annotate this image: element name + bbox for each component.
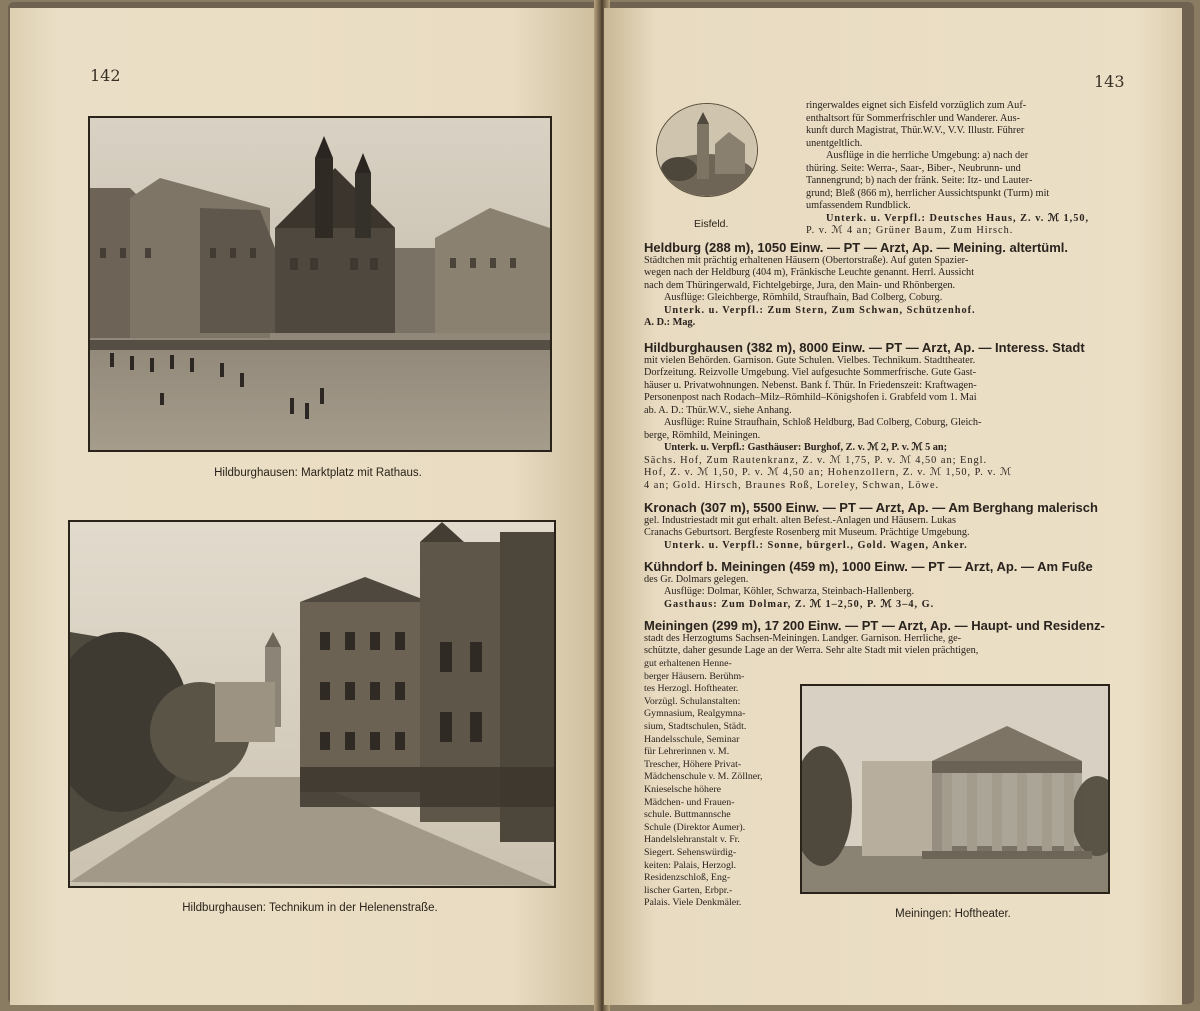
heldburg-line: Städtchen mit prächtig erhaltenen Häusern (Obertorstraße). Auf guten Spazier- bbox=[644, 254, 969, 266]
caption-marktplatz: Hildburghausen: Marktplatz mit Rathaus. bbox=[214, 467, 422, 479]
meiningen-column-line: Residenzschloß, Eng- bbox=[644, 872, 731, 884]
meiningen-column-line: lischer Garten, Erbpr.- bbox=[644, 884, 733, 896]
meiningen-column-line: Gymnasium, Realgymna- bbox=[644, 708, 746, 720]
caption-technikum: Hildburghausen: Technikum in der Helenenstraße. bbox=[182, 902, 438, 914]
hildburghausen-line: mit vielen Behörden. Garnison. Gute Schulen. Vielbes. Technikum. Stadttheater. bbox=[644, 354, 976, 366]
meiningen-line: stadt des Herzogtums Sachsen-Meiningen. Landger. Garnison. Herrliche, ge- bbox=[644, 632, 962, 644]
meiningen-column-line: Knieselsche höhere bbox=[644, 783, 722, 795]
meiningen-column-line: für Lehrerinnen v. M. bbox=[644, 746, 730, 758]
meiningen-column-line: sium, Stadtschulen, Städt. bbox=[644, 720, 747, 732]
hildburghausen-line: Ausflüge: Ruine Straufhain, Schloß Heldburg, Bad Colberg, Coburg, Gleich- bbox=[664, 417, 982, 428]
right-page bbox=[604, 8, 1182, 1005]
eisfeld-line: unentgeltlich. bbox=[806, 137, 863, 149]
kuehndorf-line: Ausflüge: Dolmar, Köhler, Schwarza, Steinbach-Hallenberg. bbox=[664, 586, 915, 597]
hildburghausen-line: 4 an; Gold. Hirsch, Braunes Roß, Loreley, Schwan, Löwe. bbox=[644, 479, 940, 491]
meiningen-column-line: Trescher, Höhere Privat- bbox=[644, 758, 742, 770]
eisfeld-image bbox=[657, 104, 757, 196]
meiningen-column-line: tes Herzogl. Hoftheater. bbox=[644, 683, 739, 695]
hildburghausen-line: Hof, Z. v. ℳ 1,50, P. v. ℳ 4,50 an; Hohenzollern, Z. v. ℳ 1,50, P. v. ℳ bbox=[644, 467, 1013, 478]
meiningen-column bbox=[644, 658, 792, 910]
photo-hoftheater bbox=[800, 684, 1110, 894]
hildburghausen-line: berge, Römhild, Meiningen. bbox=[644, 429, 761, 441]
eisfeld-line: P. v. ℳ 4 an; Grüner Baum, Zum Hirsch. bbox=[806, 225, 1014, 236]
hildburghausen-entry bbox=[644, 342, 1156, 492]
eisfeld-line: kunft durch Magistrat, Thür.W.V., V.V. Illustr. Führer bbox=[806, 125, 1025, 136]
page-number-right: 143 bbox=[1094, 72, 1125, 91]
eisfeld-line: Tannengrund; b) nach der fränk. Seite: Itz- und Lauter- bbox=[806, 175, 1033, 186]
meiningen-column-line: Siegert. Sehenswürdig- bbox=[644, 846, 737, 858]
eisfeld-line: Ausflüge in die herrliche Umgebung: a) nach der bbox=[826, 150, 1029, 161]
marktplatz-image bbox=[90, 118, 550, 450]
heldburg-line: nach dem Thüringerwald, Fichtelgebirge, Jura, den Main- und Rhönbergen. bbox=[644, 279, 956, 291]
heldburg-line: Ausflüge: Gleichberge, Römhild, Straufhain, Bad Colberg, Coburg. bbox=[664, 292, 943, 303]
meiningen-column-line: gut erhaltenen Henne- bbox=[644, 658, 732, 669]
eisfeld-line: grund; Bleß (866 m), herrlicher Aussichtspunkt (Turm) mit bbox=[806, 187, 1050, 199]
kronach-heading: Kronach (307 m), 5500 Einw. — PT — Arzt, Ap. — Am Berghang malerisch bbox=[644, 502, 1098, 515]
hildburghausen-line: Personenpost nach Rodach–Milz–Römhild–Königshofen i. Grabfeld vom 1. Mai bbox=[644, 392, 977, 403]
kronach-line: Cranachs Geburtsort. Bergfeste Rosenberg mit Museum. Prächtige Umgebung. bbox=[644, 527, 970, 538]
hildburghausen-line: ab. A. D.: Thür.W.V., siehe Anhang. bbox=[644, 404, 792, 416]
heldburg-line: Unterk. u. Verpfl.: Zum Stern, Zum Schwan, Schützenhof. bbox=[664, 304, 976, 316]
technikum-image bbox=[70, 522, 554, 886]
heldburg-line: A. D.: Mag. bbox=[644, 317, 696, 328]
page-number-left: 142 bbox=[90, 66, 121, 85]
heldburg-entry bbox=[644, 242, 1156, 330]
meiningen-column-line: Handelsschule, Seminar bbox=[644, 733, 740, 745]
kronach-line: gel. Industriestadt mit gut erhalt. alten Befest.-Anlagen und Häusern. Lukas bbox=[644, 514, 956, 526]
eisfeld-line: ringerwaldes eignet sich Eisfeld vorzüglich zum Auf- bbox=[806, 100, 1027, 111]
photo-marktplatz bbox=[88, 116, 552, 452]
eisfeld-line: umfassendem Rundblick. bbox=[806, 200, 911, 211]
photo-technikum bbox=[68, 520, 556, 888]
meiningen-column-line: berger Häusern. Berühm- bbox=[644, 670, 745, 682]
eisfeld-text bbox=[806, 100, 1158, 238]
meiningen-column-line: schule. Buttmannsche bbox=[644, 809, 731, 821]
meiningen-column-line: Mädchenschule v. M. Zöllner, bbox=[644, 771, 763, 783]
caption-hoftheater: Meiningen: Hoftheater. bbox=[895, 908, 1011, 920]
meiningen-column-line: Mädchen- und Frauen- bbox=[644, 796, 735, 808]
kronach-line: Unterk. u. Verpfl.: Sonne, bürgerl., Gold. Wagen, Anker. bbox=[664, 539, 968, 551]
hildburghausen-line: häuser u. Privatwohnungen. Nebenst. Bank f. Thür. In Friedenszeit: Kraftwagen- bbox=[644, 379, 977, 391]
caption-eisfeld: Eisfeld. bbox=[694, 218, 729, 230]
hildburghausen-line: Unterk. u. Verpfl.: Gasthäuser: Burghof, Z. v. ℳ 2, P. v. ℳ 5 an; bbox=[664, 442, 948, 453]
meiningen-column-line: Vorzügl. Schulanstalten: bbox=[644, 695, 741, 707]
meiningen-column-line: Palais. Viele Denkmäler. bbox=[644, 897, 742, 909]
heldburg-heading: Heldburg (288 m), 1050 Einw. — PT — Arzt, Ap. — Meining. altertüml. bbox=[644, 242, 1069, 255]
hildburghausen-heading: Hildburghausen (382 m), 8000 Einw. — PT — Arzt, Ap. — Interess. Stadt bbox=[644, 342, 1085, 355]
kuehndorf-heading: Kühndorf b. Meiningen (459 m), 1000 Einw. — PT — Arzt, Ap. — Am Fuße bbox=[644, 561, 1093, 574]
meiningen-line: schützte, daher gesunde Lage an der Werra. Sehr alte Stadt mit vielen prächtigen, bbox=[644, 645, 979, 656]
kuehndorf-line: des Gr. Dolmars gelegen. bbox=[644, 573, 749, 585]
meiningen-column-line: Handelslehranstalt v. Fr. bbox=[644, 834, 740, 846]
left-page bbox=[10, 8, 600, 1005]
eisfeld-line: enthaltsort für Sommerfrischler und Wanderer. Aus- bbox=[806, 112, 1021, 124]
meiningen-entry bbox=[644, 620, 1156, 658]
eisfeld-line: thüring. Seite: Werra-, Saar-, Biber-, Neubrunn- und bbox=[806, 162, 1021, 174]
meiningen-column-line: Schule (Direktor Aumer). bbox=[644, 821, 746, 833]
hildburghausen-line: Dorfzeitung. Reizvolle Umgebung. Viel aufgesuchte Sommerfrische. Gute Gast- bbox=[644, 367, 977, 378]
kronach-entry bbox=[644, 502, 1156, 552]
heldburg-line: wegen nach der Heldburg (404 m), Fränkische Leuchte genannt. Herrl. Aussicht bbox=[644, 267, 975, 278]
kuehndorf-entry bbox=[644, 561, 1156, 611]
hoftheater-image bbox=[802, 686, 1108, 892]
meiningen-heading: Meiningen (299 m), 17 200 Einw. — PT — Arzt, Ap. — Haupt- und Residenz- bbox=[644, 620, 1105, 633]
eisfeld-vignette bbox=[656, 103, 758, 197]
kuehndorf-line: Gasthaus: Zum Dolmar, Z. ℳ 1–2,50, P. ℳ 3–4, G. bbox=[664, 598, 935, 610]
meiningen-column-line: keiten: Palais, Herzogl. bbox=[644, 859, 737, 871]
eisfeld-line: Unterk. u. Verpfl.: Deutsches Haus, Z. v. ℳ 1,50, bbox=[826, 212, 1090, 224]
hildburghausen-line: Sächs. Hof, Zum Rautenkranz, Z. v. ℳ 1,75, P. v. ℳ 4,50 an; Engl. bbox=[644, 454, 988, 466]
